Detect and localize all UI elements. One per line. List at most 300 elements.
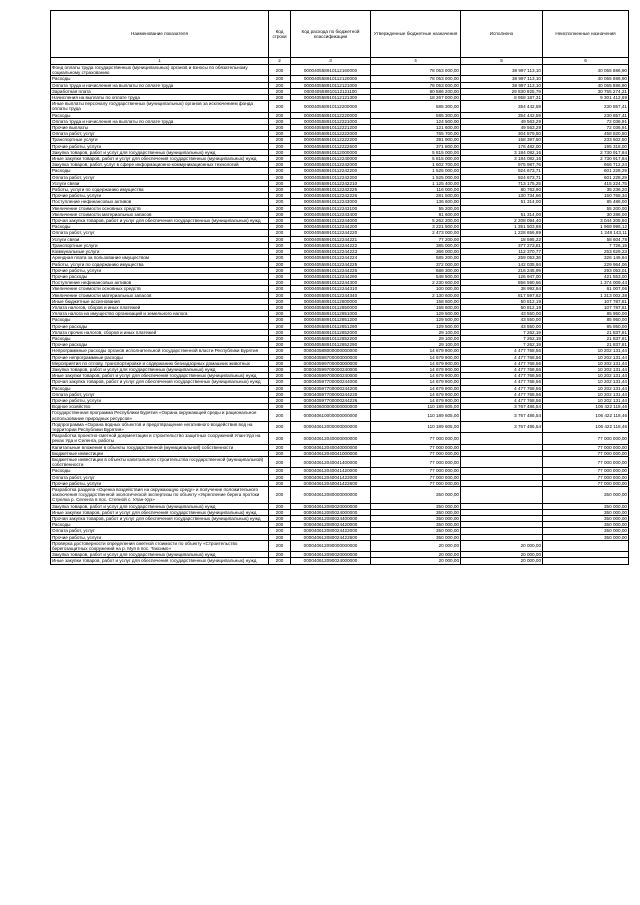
row-approved: 585 200,00 <box>371 255 461 261</box>
header-approved: Утвержденные бюджетные назначения <box>371 11 461 58</box>
row-budget-code: 000040599700000240000 <box>291 373 371 379</box>
row-unexecuted: 77 000 000,00 <box>543 474 629 480</box>
row-unexecuted: 1 374 009,44 <box>543 280 629 286</box>
row-budget-code: 000040558910112244223 <box>291 249 371 255</box>
row-name: Разработка раздела «Оценка воздействия на окружающую среду» и получение положительного заключения государственной экологической экспертизы по объекту «Укрепление берега протоки Стрелка р. Селенга в пос. Степной с. Улан-Удэ» <box>51 487 269 504</box>
row-name: Расходы <box>51 468 269 474</box>
row-budget-code: 000040558910112243000 <box>291 199 371 205</box>
table-row <box>51 558 629 564</box>
row-name: Прочие работы, услуги <box>51 193 269 199</box>
row-unexecuted: 3 044 205,60 <box>543 218 629 224</box>
row-name: Бюджетные инвестиции в объекты капитального строительства государственной (муниципальной) собственности <box>51 457 269 468</box>
row-approved: 1 525 000,00 <box>371 174 461 180</box>
column-number: 4 <box>371 58 461 65</box>
row-approved: 78 053 000,00 <box>371 82 461 88</box>
table-row <box>51 540 629 551</box>
row-unexecuted: 458 820,50 <box>543 131 629 137</box>
row-budget-code: 000040558910112244222 <box>291 242 371 248</box>
row-executed: 51 314,00 <box>461 211 543 217</box>
row-budget-code: 000040558910112242210 <box>291 180 371 186</box>
row-name: Иные закупки товаров, работ и услуг для обеспечения государственных (муниципальных) нужд <box>51 509 269 515</box>
row-unexecuted: 85 950,00 <box>543 323 629 329</box>
row-approved: 78 053 000,00 <box>371 76 461 82</box>
row-name: Расходы <box>51 224 269 230</box>
row-name: Водное хозяйство <box>51 404 269 410</box>
row-name: Иные закупки товаров, работ и услуг для обеспечения государственных (муниципальных) нужд <box>51 373 269 379</box>
row-unexecuted: 601 228,29 <box>543 168 629 174</box>
row-budget-code: 000040558910112222200 <box>291 137 371 143</box>
row-approved: 350 000,00 <box>371 509 461 515</box>
row-unexecuted: 415 224,75 <box>543 180 629 186</box>
row-name: Иные бюджетные ассигнования <box>51 298 269 304</box>
row-line-code: 200 <box>269 149 291 155</box>
row-approved: 371 800,00 <box>371 143 461 149</box>
row-approved: 585 300,00 <box>371 112 461 118</box>
row-unexecuted: 666 712,24 <box>543 162 629 168</box>
header-indicator-name: Наименование показателя <box>51 11 269 58</box>
row-name: Иные закупки товаров, работ и услуг для обеспечения государственных (муниципальных) нужд <box>51 558 269 564</box>
row-name: Закупка товаров, работ и услуг для государственных (муниципальных) нужд <box>51 503 269 509</box>
row-unexecuted: 350 000,00 <box>543 522 629 528</box>
row-line-code: 200 <box>269 168 291 174</box>
row-unexecuted: 9 301 412,69 <box>543 95 629 101</box>
row-approved: 77 200,00 <box>371 236 461 242</box>
row-name: Прочие расходы <box>51 342 269 348</box>
row-executed: 38 992,94 <box>461 286 543 292</box>
row-executed: 50 812,19 <box>461 304 543 310</box>
row-line-code: 200 <box>269 187 291 193</box>
table-body <box>51 65 629 565</box>
row-budget-code: 000040588000000000000 <box>291 348 371 354</box>
row-line-code: 200 <box>269 193 291 199</box>
row-approved: 14 679 900,00 <box>371 373 461 379</box>
row-budget-code: 000040558910112244340 <box>291 292 371 298</box>
row-approved: 688 300,00 <box>371 267 461 273</box>
row-unexecuted <box>543 558 629 564</box>
row-line-code: 200 <box>269 280 291 286</box>
row-name: Капитальные вложения в объекты государственной (муниципальной) собственности <box>51 444 269 450</box>
row-budget-code: 000040558910112852290 <box>291 342 371 348</box>
row-unexecuted: 106 422 118,46 <box>543 421 629 432</box>
row-executed: 354 442,59 <box>461 101 543 112</box>
row-budget-code: 000040558910112221000 <box>291 118 371 124</box>
row-approved: 366 000,00 <box>371 249 461 255</box>
row-name: Услуги связи <box>51 180 269 186</box>
row-budget-code: 000040612000000000000 <box>291 421 371 432</box>
row-name: Коммунальные услуги <box>51 249 269 255</box>
row-name: Прочие работы, услуги <box>51 143 269 149</box>
row-approved: 14 679 900,00 <box>371 397 461 403</box>
row-unexecuted: 601 228,29 <box>543 174 629 180</box>
row-line-code: 200 <box>269 95 291 101</box>
row-budget-code: 000040612040040000000 <box>291 444 371 450</box>
row-budget-code: 000040597700000244226 <box>291 397 371 403</box>
row-approved: 29 100,00 <box>371 335 461 341</box>
row-unexecuted: 10 202 131,44 <box>543 348 629 354</box>
row-executed: 4 477 768,56 <box>461 385 543 391</box>
row-executed: 43 550,00 <box>461 311 543 317</box>
row-budget-code: 000040558910112240000 <box>291 156 371 162</box>
row-budget-code: 000040558910112121100 <box>291 88 371 94</box>
row-executed: 29 830 925,79 <box>461 88 543 94</box>
row-approved: 350 000,00 <box>371 534 461 540</box>
row-name: Поступление нефинансовых активов <box>51 280 269 286</box>
row-budget-code: 000040612040041000000 <box>291 450 371 456</box>
row-budget-code: 000040558910112244000 <box>291 218 371 224</box>
row-name: Работы, услуги по содержанию имущества <box>51 261 269 267</box>
row-line-code: 200 <box>269 404 291 410</box>
row-approved: 350 000,00 <box>371 522 461 528</box>
row-budget-code: 000040558910112160000 <box>291 65 371 76</box>
row-line-code: 200 <box>269 480 291 486</box>
row-executed: 4 477 768,56 <box>461 366 543 372</box>
row-budget-code: 000040612040000000000 <box>291 433 371 444</box>
row-line-code: 200 <box>269 487 291 504</box>
row-budget-code: 000040612080020000000 <box>291 503 371 509</box>
row-line-code: 200 <box>269 552 291 558</box>
row-budget-code: 000040612080024400000 <box>291 516 371 522</box>
row-executed: 38 997 113,10 <box>461 76 543 82</box>
row-budget-code: 000040558910112851290 <box>291 323 371 329</box>
row-approved: 60 586 200,00 <box>371 88 461 94</box>
table-row <box>51 433 629 444</box>
row-budget-code: 000040610000000000000 <box>291 410 371 421</box>
table-row <box>51 101 629 112</box>
row-executed: 7 262,19 <box>461 335 543 341</box>
row-executed: 43 550,00 <box>461 317 543 323</box>
row-line-code: 200 <box>269 304 291 310</box>
row-line-code: 200 <box>269 267 291 273</box>
row-budget-code: 000040558910112221200 <box>291 125 371 131</box>
row-approved: 116 000,00 <box>371 187 461 193</box>
row-unexecuted: 2 730 917,84 <box>543 156 629 162</box>
row-executed: 354 442,59 <box>461 112 543 118</box>
row-approved: 14 679 900,00 <box>371 354 461 360</box>
table-row <box>51 487 629 504</box>
row-unexecuted: 350 000,00 <box>543 487 629 504</box>
row-approved: 55 200,00 <box>371 205 461 211</box>
row-budget-code: 000040612080000000000 <box>291 487 371 504</box>
row-unexecuted: 233 502,50 <box>543 137 629 143</box>
row-unexecuted: 10 202 131,44 <box>543 385 629 391</box>
row-executed: 20 000,00 <box>461 552 543 558</box>
row-unexecuted: 150 765,34 <box>543 193 629 199</box>
row-executed: 4 477 768,56 <box>461 391 543 397</box>
row-executed: 3 184 082,16 <box>461 156 543 162</box>
row-executed: 924 673,71 <box>461 168 543 174</box>
row-approved: 77 000 000,00 <box>371 468 461 474</box>
row-executed: 856 590,56 <box>461 280 543 286</box>
row-executed: 20 000,00 <box>461 540 543 551</box>
row-budget-code: 000040558910112244300 <box>291 280 371 286</box>
row-name: Уплата прочих налогов, сборов и иных платежей <box>51 329 269 335</box>
row-unexecuted: 72 036,91 <box>543 118 629 124</box>
row-name: Непрограммные расходы органов исполнительной государственной власти Республики Бурятия <box>51 348 269 354</box>
row-line-code: 200 <box>269 298 291 304</box>
row-budget-code: 000040612080024422000 <box>291 528 371 534</box>
table-row <box>51 457 629 468</box>
row-unexecuted: 350 000,00 <box>543 516 629 522</box>
row-approved: 350 000,00 <box>371 503 461 509</box>
row-line-code: 200 <box>269 522 291 528</box>
row-line-code: 200 <box>269 143 291 149</box>
row-name: Оплата работ, услуг <box>51 391 269 397</box>
row-name: Бюджетные инвестиции <box>51 450 269 456</box>
row-approved: 110 189 605,00 <box>371 404 461 410</box>
row-budget-code: 000040558910112120000 <box>291 76 371 82</box>
row-line-code: 200 <box>269 558 291 564</box>
row-executed: 2 208 094,40 <box>461 218 543 224</box>
row-approved: 77 000 000,00 <box>371 474 461 480</box>
row-unexecuted: 77 000 000,00 <box>543 444 629 450</box>
row-budget-code: 000040558910112244220 <box>291 230 371 236</box>
row-name: Прочие работы, услуги <box>51 480 269 486</box>
row-name: Начисления на выплаты по оплате труда <box>51 95 269 101</box>
row-approved: 121 600,00 <box>371 125 461 131</box>
column-number: 5 <box>461 58 543 65</box>
row-line-code: 200 <box>269 249 291 255</box>
row-name: Транспортные услуги <box>51 137 269 143</box>
row-name: Прочие непрограммные расходы <box>51 354 269 360</box>
row-unexecuted: 10 202 131,44 <box>543 354 629 360</box>
row-approved: 81 600,00 <box>371 211 461 217</box>
row-approved: 372 000,00 <box>371 261 461 267</box>
row-line-code: 200 <box>269 468 291 474</box>
row-approved: 2 230 600,00 <box>371 280 461 286</box>
row-line-code: 200 <box>269 348 291 354</box>
row-budget-code: 000040597700000244220 <box>291 391 371 397</box>
row-executed: 38 997 113,10 <box>461 82 543 88</box>
row-executed: 50 812,19 <box>461 298 543 304</box>
row-unexecuted: 107 787,81 <box>543 304 629 310</box>
row-unexecuted: 421 553,00 <box>543 273 629 279</box>
row-executed: 4 477 768,56 <box>461 360 543 366</box>
row-budget-code: 000040558910112243400 <box>291 211 371 217</box>
row-line-code: 200 <box>269 101 291 112</box>
row-line-code: 200 <box>269 329 291 335</box>
row-line-code: 200 <box>269 211 291 217</box>
row-line-code: 200 <box>269 242 291 248</box>
row-name: Государственная программа Республики Бурятия «Охрана окружающей среды и рациональное использование природных ресурсов» <box>51 410 269 421</box>
row-unexecuted: 350 000,00 <box>543 509 629 515</box>
row-approved: 136 600,00 <box>371 199 461 205</box>
row-unexecuted: 85 950,00 <box>543 317 629 323</box>
row-line-code: 200 <box>269 335 291 341</box>
row-line-code: 200 <box>269 360 291 366</box>
row-unexecuted: 7 726,19 <box>543 242 629 248</box>
row-unexecuted: 106 422 118,46 <box>543 404 629 410</box>
row-line-code: 200 <box>269 450 291 456</box>
row-unexecuted: 77 000 000,00 <box>543 480 629 486</box>
row-budget-code: 000040612090024000000 <box>291 558 371 564</box>
row-line-code: 200 <box>269 255 291 261</box>
row-unexecuted: 1 969 996,12 <box>543 224 629 230</box>
row-name: Расходы <box>51 385 269 391</box>
row-executed: 158 397,50 <box>461 137 543 143</box>
row-approved: 129 500,00 <box>371 323 461 329</box>
row-budget-code: 000040558910112222600 <box>291 143 371 149</box>
row-name: Прочие выплаты <box>51 125 269 131</box>
row-line-code: 200 <box>269 516 291 522</box>
row-name: Мероприятия по отлову, транспортировке и содержанию безнадзорных домашних животных <box>51 360 269 366</box>
table-row <box>51 65 629 76</box>
row-executed: 4 477 768,56 <box>461 354 543 360</box>
column-number: 2 <box>269 58 291 65</box>
row-line-code: 200 <box>269 397 291 403</box>
row-name: Увеличение стоимости материальных запасов <box>51 292 269 298</box>
row-executed: 4 477 768,56 <box>461 379 543 385</box>
row-name: Услуги связи <box>51 236 269 242</box>
row-name: Расходы <box>51 112 269 118</box>
row-executed <box>461 433 543 444</box>
row-name: Оплата работ, услуг <box>51 474 269 480</box>
row-name: Проверка достоверности определения сметной стоимости по объекту «Строительство берегозащитных сооружений на р. Муя в пос. Таксимо» <box>51 540 269 551</box>
row-line-code: 200 <box>269 457 291 468</box>
header-line-code: Код строки <box>269 11 291 58</box>
row-budget-code: 000040558910112220000 <box>291 112 371 118</box>
row-executed: 4 477 768,56 <box>461 373 543 379</box>
row-approved: 14 679 900,00 <box>371 379 461 385</box>
row-budget-code: 000040599700000240000 <box>291 366 371 372</box>
row-line-code: 200 <box>269 421 291 432</box>
row-name: Увеличение стоимости основных средств <box>51 205 269 211</box>
row-line-code: 200 <box>269 230 291 236</box>
row-name: Прочие расходы <box>51 323 269 329</box>
row-unexecuted <box>543 540 629 551</box>
row-approved: 14 679 900,00 <box>371 391 461 397</box>
row-line-code: 200 <box>269 342 291 348</box>
row-approved: 124 500,00 <box>371 118 461 124</box>
row-unexecuted: 35 236,20 <box>543 187 629 193</box>
row-approved: 14 679 900,00 <box>371 348 461 354</box>
row-budget-code: 000040558910112200000 <box>291 101 371 112</box>
row-line-code: 200 <box>269 180 291 186</box>
row-budget-code: 000040558910112242200 <box>291 168 371 174</box>
row-name: Транспортные услуги <box>51 242 269 248</box>
row-executed: 817 597,62 <box>461 292 543 298</box>
row-approved: 14 679 900,00 <box>371 360 461 366</box>
row-approved: 100 000,00 <box>371 286 461 292</box>
row-approved: 5 262 200,00 <box>371 218 461 224</box>
row-unexecuted: 21 837,81 <box>543 342 629 348</box>
row-line-code: 200 <box>269 354 291 360</box>
row-name: Оплата работ, услуг <box>51 230 269 236</box>
row-unexecuted: 77 000 000,00 <box>543 433 629 444</box>
row-unexecuted: 21 837,81 <box>543 329 629 335</box>
row-budget-code: 000040598700000000000 <box>291 354 371 360</box>
row-unexecuted: 55 200,00 <box>543 205 629 211</box>
row-unexecuted: 77 000 000,00 <box>543 468 629 474</box>
row-line-code: 200 <box>269 125 291 131</box>
row-name: Разработка проектно-сметной документации и строительство защитных сооружений Улан-Удэ на реках Уда и Селенга, работы <box>51 433 269 444</box>
row-approved: 77 000 000,00 <box>371 457 461 468</box>
row-approved: 5 815 000,00 <box>371 149 461 155</box>
row-executed: 924 673,71 <box>461 174 543 180</box>
row-executed: 259 053,36 <box>461 255 543 261</box>
row-line-code: 200 <box>269 273 291 279</box>
row-approved: 385 000,00 <box>371 242 461 248</box>
row-approved: 350 000,00 <box>371 528 461 534</box>
row-approved: 1 525 000,00 <box>371 168 461 174</box>
row-unexecuted: 293 053,01 <box>543 267 629 273</box>
row-approved: 29 100,00 <box>371 342 461 348</box>
row-executed: 20 000,00 <box>461 558 543 564</box>
row-line-code: 200 <box>269 261 291 267</box>
row-budget-code: 000040558910112851200 <box>291 317 371 323</box>
row-line-code: 200 <box>269 162 291 168</box>
row-unexecuted: 40 055 886,90 <box>543 82 629 88</box>
row-line-code: 200 <box>269 311 291 317</box>
row-executed: 18 595,22 <box>461 236 543 242</box>
row-name: Поступление нефинансовых активов <box>51 199 269 205</box>
row-line-code: 200 <box>269 286 291 292</box>
row-approved: 158 600,00 <box>371 304 461 310</box>
row-unexecuted: 229 964,06 <box>543 261 629 267</box>
row-name: Прочая закупка товаров, работ и услуг для обеспечения государственных (муниципальных) нужд <box>51 516 269 522</box>
row-unexecuted: 1 248 143,11 <box>543 230 629 236</box>
row-unexecuted: 77 000 000,00 <box>543 450 629 456</box>
row-approved: 20 000,00 <box>371 552 461 558</box>
row-name: Иные выплаты персоналу государственных (муниципальных) органов за исключением фонда оплаты труда <box>51 101 269 112</box>
budget-execution-table <box>50 10 629 565</box>
row-line-code: 200 <box>269 236 291 242</box>
row-line-code: 200 <box>269 224 291 230</box>
row-approved: 14 679 900,00 <box>371 385 461 391</box>
row-name: Прочие работы, услуги <box>51 397 269 403</box>
row-name: Закупка товаров, работ и услуг для государственных (муниципальных) нужд <box>51 552 269 558</box>
row-budget-code: 000040558910112242000 <box>291 162 371 168</box>
row-unexecuted: 77 000 000,00 <box>543 457 629 468</box>
row-unexecuted: 10 202 131,44 <box>543 391 629 397</box>
row-name: Оплата труда и начисления на выплаты по оплате труда <box>51 118 269 124</box>
row-line-code: 200 <box>269 218 291 224</box>
row-budget-code: 000040558910112851000 <box>291 311 371 317</box>
row-approved: 77 000 000,00 <box>371 450 461 456</box>
table-row <box>51 410 629 421</box>
row-unexecuted: 10 202 131,44 <box>543 366 629 372</box>
row-approved: 110 189 605,00 <box>371 410 461 421</box>
row-line-code: 200 <box>269 503 291 509</box>
row-budget-code: 000040558910112242225 <box>291 187 371 193</box>
row-name: Подпрограмма «Охрана водных объектов и предотвращение негативного воздействия вод на территории Республики Бурятия» <box>51 421 269 432</box>
row-approved: 110 189 605,00 <box>371 421 461 432</box>
row-executed: 3 767 486,54 <box>461 404 543 410</box>
row-executed: 216 245,99 <box>461 267 543 273</box>
row-unexecuted: 30 286,00 <box>543 211 629 217</box>
row-name: Работы, услуги по содержанию имущества <box>51 187 269 193</box>
row-name: Увеличение стоимости материальных запасов <box>51 211 269 217</box>
row-line-code: 200 <box>269 137 291 143</box>
row-name: Уплата налогов, сборов и иных платежей <box>51 304 269 310</box>
row-approved: 77 000 000,00 <box>371 480 461 486</box>
row-unexecuted: 21 837,81 <box>543 335 629 341</box>
row-executed: 49 563,29 <box>461 125 543 131</box>
row-name: Оплата работ, услуг <box>51 174 269 180</box>
row-approved: 2 130 600,00 <box>371 292 461 298</box>
row-approved: 765 700,00 <box>371 131 461 137</box>
row-approved: 2 473 000,00 <box>371 230 461 236</box>
row-executed: 130 734,66 <box>461 193 543 199</box>
row-line-code: 200 <box>269 366 291 372</box>
row-unexecuted: 106 422 118,46 <box>543 410 629 421</box>
row-executed: 49 563,29 <box>461 118 543 124</box>
row-unexecuted: 40 055 886,90 <box>543 76 629 82</box>
row-name: Расходы <box>51 335 269 341</box>
row-line-code: 200 <box>269 156 291 162</box>
row-line-code: 200 <box>269 528 291 534</box>
row-budget-code: 000040612080024420000 <box>291 522 371 528</box>
row-executed: 3 184 082,16 <box>461 149 543 155</box>
